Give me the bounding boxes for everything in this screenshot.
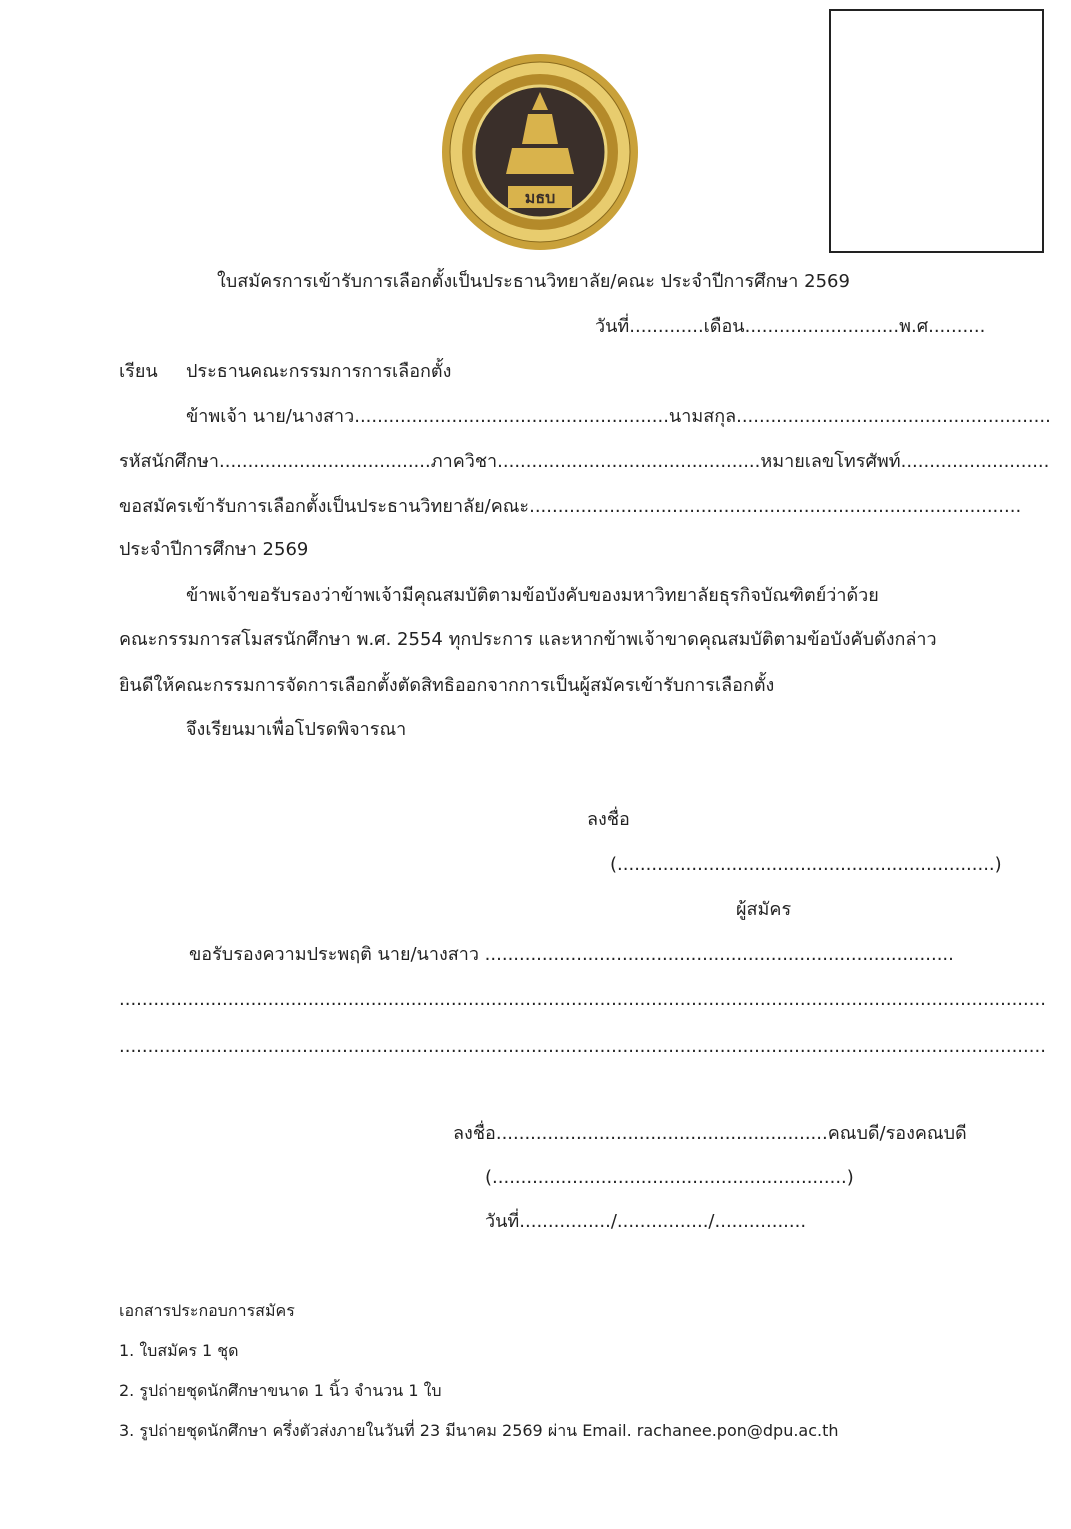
- to-recipient: ประธานคณะกรรมการการเลือกตั้ง: [186, 361, 452, 382]
- name-field-line[interactable]: ข้าพเจ้า นาย/นางสาว.......................................................นามสกุล.......................................................: [186, 406, 1051, 427]
- paragraph-line: ข้าพเจ้าขอรับรองว่าข้าพเจ้ามีคุณสมบัติตามข้อบังคับของมหาวิทยาลัยธุรกิจบัณฑิตย์ว่าด้วย: [186, 585, 879, 606]
- attachment-item: 3. รูปถ่ายชุดนักศึกษา ครึ่งตัวส่งภายในวันที่ 23 มีนาคม 2569 ผ่าน Email. rachanee.pon@dpu.ac.th: [119, 1421, 839, 1440]
- dean-sign-line[interactable]: ลงชื่อ..........................................................คณบดี/รองคณบดี: [453, 1123, 967, 1144]
- student-info-line[interactable]: รหัสนักศึกษา.....................................ภาควิชา..............................................หมายเลขโทรศัพท์..........................: [119, 451, 1050, 472]
- endorse-line[interactable]: ขอรับรองความประพฤติ นาย/นางสาว ..................................................................................: [189, 944, 954, 965]
- form-title: ใบสมัครการเข้ารับการเลือกตั้งเป็นประธานวิทยาลัย/คณะ ประจำปีการศึกษา 2569: [217, 271, 850, 292]
- applicant-sign-label: ลงชื่อ: [587, 809, 630, 830]
- attachment-item: 1. ใบสมัคร 1 ชุด: [119, 1341, 239, 1360]
- university-emblem-logo: [440, 52, 640, 252]
- closing-text: จึงเรียนมาเพื่อโปรดพิจารณา: [186, 719, 407, 740]
- attachment-item: 2. รูปถ่ายชุดนักศึกษาขนาด 1 นิ้ว จำนวน 1 ใบ: [119, 1381, 442, 1400]
- applicant-name-blank[interactable]: (..................................................................): [610, 854, 1002, 875]
- academic-year-line: ประจำปีการศึกษา 2569: [119, 539, 309, 560]
- date-line[interactable]: วันที่.............เดือน...........................พ.ศ..........: [595, 316, 986, 337]
- paragraph-line: ยินดีให้คณะกรรมการจัดการเลือกตั้งตัดสิทธิออกจากการเป็นผู้สมัครเข้ารับการเลือกตั้ง: [119, 675, 775, 696]
- to-label: เรียน: [119, 361, 158, 382]
- attachments-heading: เอกสารประกอบการสมัคร: [119, 1301, 295, 1320]
- dean-date-line[interactable]: วันที่................/................/................: [485, 1211, 807, 1232]
- paragraph-line: คณะกรรมการสโมสรนักศึกษา พ.ศ. 2554 ทุกประการ และหากข้าพเจ้าขาดคุณสมบัติตามข้อบังคับดังกล่าว: [119, 629, 937, 650]
- svg-text:มธบ: มธบ: [524, 188, 556, 207]
- apply-position-line[interactable]: ขอสมัครเข้ารับการเลือกตั้งเป็นประธานวิทยาลัย/คณะ......................................................................................: [119, 496, 1022, 517]
- applicant-role: ผู้สมัคร: [736, 899, 792, 920]
- blank-line[interactable]: ..................................................................................................................................................................: [119, 1036, 1046, 1057]
- photo-box: [829, 9, 1044, 253]
- blank-line[interactable]: ..................................................................................................................................................................: [119, 989, 1046, 1010]
- dean-name-blank[interactable]: (..............................................................): [485, 1167, 854, 1188]
